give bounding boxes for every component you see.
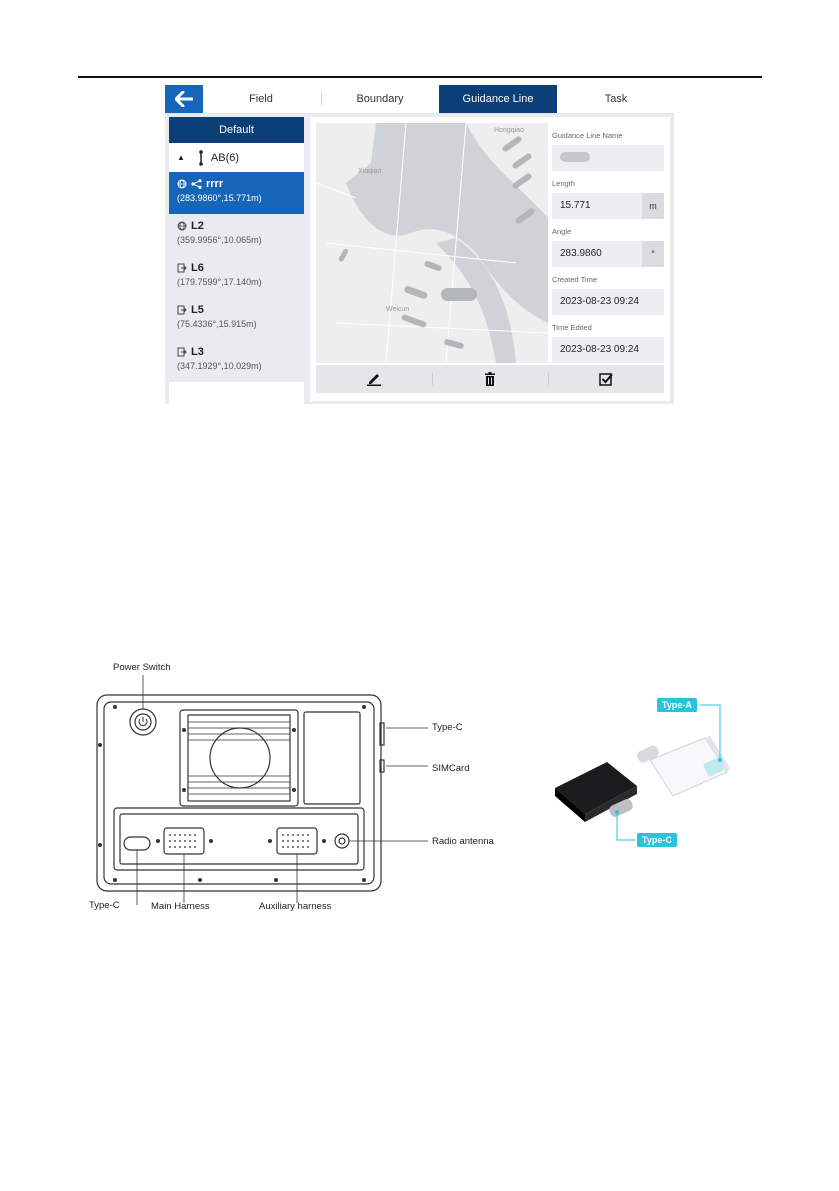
angle-value: 283.9860 <box>560 248 602 259</box>
label-radio-antenna: Radio antenna <box>432 836 494 847</box>
arrow-left-icon <box>175 91 193 107</box>
ab-group-label: AB(6) <box>210 151 240 164</box>
time-edited-field <box>552 337 664 363</box>
header-rule <box>78 76 762 78</box>
guidance-line-screen <box>165 85 674 404</box>
map-label-xiaqiao: Xiaqiao <box>358 168 382 175</box>
tab-guidance-line[interactable]: Guidance Line <box>439 85 557 113</box>
tag-type-a: Type-A <box>657 698 697 712</box>
ab-line-icon <box>197 150 205 166</box>
device-rear-drawing <box>80 655 520 915</box>
globe-icon <box>177 221 187 231</box>
delete-icon <box>484 372 496 386</box>
length-unit: m <box>642 193 664 219</box>
import-icon <box>177 263 187 273</box>
device-rear-diagram <box>80 655 520 915</box>
line-coords: (359.9956°,10.065m) <box>177 235 262 245</box>
label-auxiliary-harness: Auxiliary harness <box>259 901 332 912</box>
collapse-triangle-icon[interactable]: ▲ <box>177 153 185 162</box>
tag-type-c: Type-C <box>637 833 677 847</box>
time-edited-value: 2023-08-23 09:24 <box>560 344 639 355</box>
tab-field[interactable]: Field <box>249 93 273 105</box>
created-time-label: Created Time <box>552 275 598 284</box>
line-coords: (347.1929°,10.029m) <box>177 361 262 371</box>
created-time-value: 2023-08-23 09:24 <box>560 296 639 307</box>
line-coords: (179.7599°,17.140m) <box>177 277 262 287</box>
tab-bar <box>165 85 674 114</box>
tab-task[interactable]: Task <box>604 93 628 105</box>
guidance-line-detail <box>310 117 670 401</box>
back-button[interactable] <box>165 85 203 113</box>
delete-button[interactable] <box>432 365 548 393</box>
line-name: rrrr <box>206 178 224 190</box>
confirm-button[interactable] <box>548 365 664 393</box>
guidance-line-list <box>169 117 304 404</box>
label-type-c-side: Type-C <box>432 722 463 733</box>
tab-divider <box>321 93 322 105</box>
action-bar <box>316 365 664 393</box>
tab-boundary[interactable]: Boundary <box>356 93 404 105</box>
line-item-l6[interactable] <box>169 256 304 298</box>
group-default[interactable]: Default <box>169 117 304 143</box>
line-name: L2 <box>191 220 204 232</box>
label-type-c-bottom: Type-C <box>89 900 120 911</box>
line-coords: (283.9860°,15.771m) <box>177 193 262 203</box>
guidance-line-name-field[interactable] <box>552 145 664 171</box>
map-label-weicun: Weicun <box>386 306 410 313</box>
line-name: L3 <box>191 346 204 358</box>
redacted-name-pill <box>560 152 590 162</box>
angle-field[interactable] <box>552 241 664 267</box>
time-edited-label: Time Edited <box>552 323 592 332</box>
import-icon <box>177 305 187 315</box>
length-field[interactable] <box>552 193 664 219</box>
globe-icon <box>177 179 187 189</box>
line-item-l5[interactable] <box>169 298 304 340</box>
import-icon <box>177 347 187 357</box>
length-label: Length <box>552 179 575 188</box>
line-item-l2[interactable] <box>169 214 304 256</box>
share-icon <box>191 179 202 189</box>
edit-icon <box>366 372 382 386</box>
angle-label: Angle <box>552 227 572 236</box>
label-main-harness: Main Harness <box>151 901 210 912</box>
length-value: 15.771 <box>560 200 591 211</box>
usb-adapter-image <box>545 690 755 860</box>
angle-unit: ° <box>642 241 664 267</box>
label-simcard: SIMCard <box>432 763 470 774</box>
edit-button[interactable] <box>316 365 432 393</box>
ab-group-row[interactable] <box>169 143 304 172</box>
confirm-icon <box>599 372 613 386</box>
line-item-rrrr[interactable] <box>169 172 304 214</box>
detail-fields <box>552 123 664 363</box>
map-view[interactable] <box>316 123 548 363</box>
line-coords: (75.4336°,15.915m) <box>177 319 257 329</box>
created-time-field <box>552 289 664 315</box>
guidance-line-name-label: Guidance Line Name <box>552 131 623 140</box>
label-power-switch: Power Switch <box>113 662 171 673</box>
line-name: L6 <box>191 262 204 274</box>
map-label-hongqiao: Hongqiao <box>494 127 524 134</box>
line-name: L5 <box>191 304 204 316</box>
line-item-l3[interactable] <box>169 340 304 382</box>
map-graphic <box>316 123 548 363</box>
